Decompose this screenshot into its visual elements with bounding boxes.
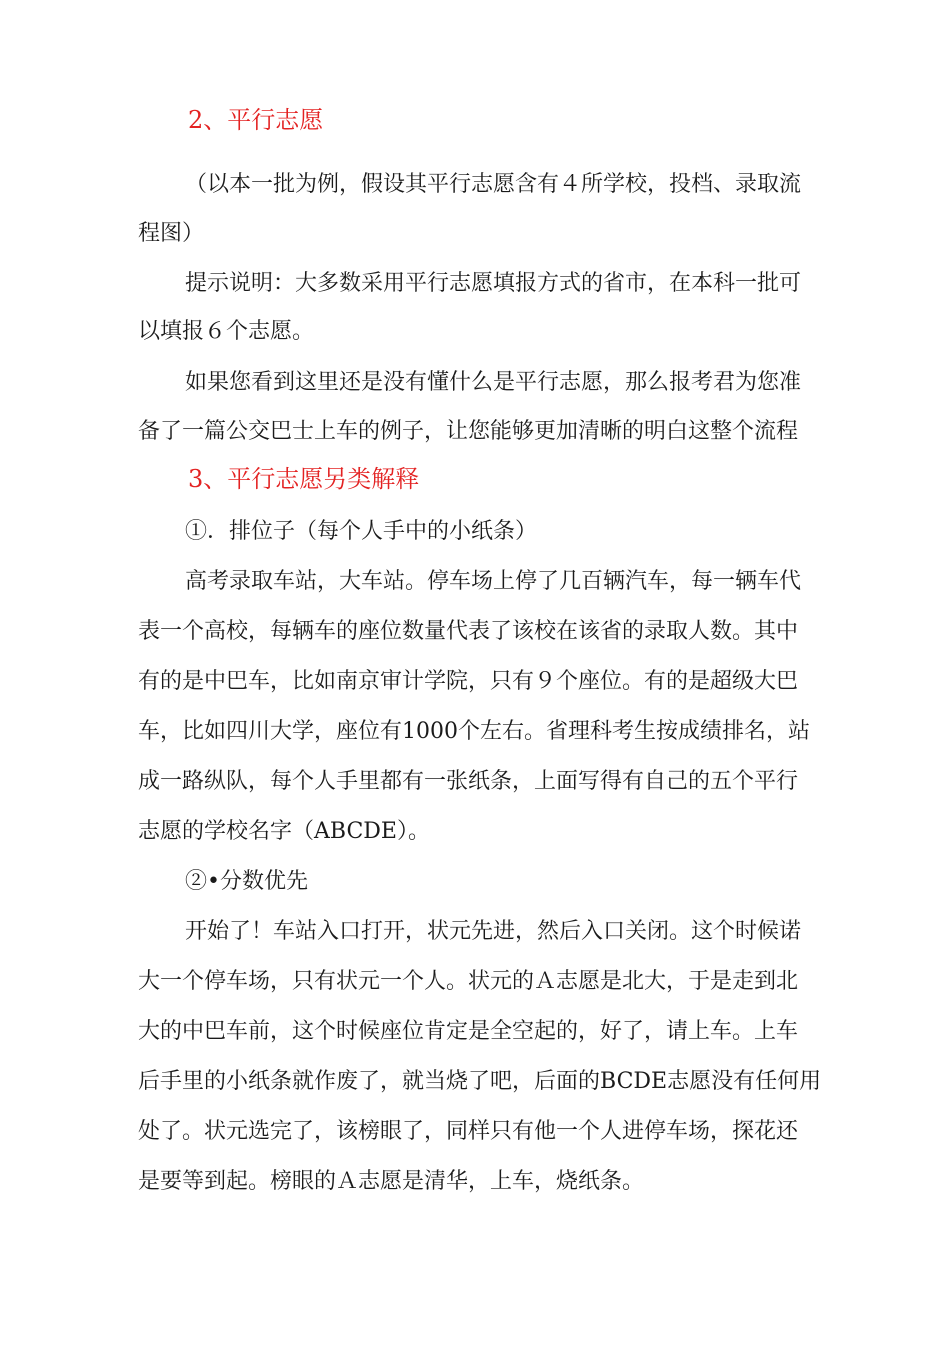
subheading-score-priority: ②•分数优先: [185, 869, 308, 894]
paragraph-start-line: 是要等到起。榜眼的Ａ志愿是清华，上车，烧纸条。: [138, 1169, 645, 1194]
section-heading-alt-explanation: 3、平行志愿另类解释: [188, 465, 420, 493]
paragraph-intro-line: 程图）: [138, 221, 205, 246]
paragraph-bus-line: 如果您看到这里还是没有懂什么是平行志愿，那么报考君为您准: [185, 370, 802, 395]
paragraph-intro-line: （以本一批为例，假设其平行志愿含有４所学校，投档、录取流: [185, 172, 802, 197]
paragraph-station-line: 有的是中巴车，比如南京审计学院，只有９个座位。有的是超级大巴: [138, 669, 799, 694]
paragraph-hint-line: 以填报６个志愿。: [138, 319, 315, 344]
paragraph-station-line: 高考录取车站，大车站。停车场上停了几百辆汽车，每一辆车代: [185, 569, 802, 594]
paragraph-station-line: 表一个高校，每辆车的座位数量代表了该校在该省的录取人数。其中: [138, 619, 799, 644]
paragraph-hint-line: 提示说明：大多数采用平行志愿填报方式的省市，在本科一批可: [185, 271, 802, 296]
paragraph-station-line: 志愿的学校名字（ABCDE）。: [138, 819, 430, 844]
paragraph-start-line: 处了。状元选完了，该榜眼了，同样只有他一个人进停车场，探花还: [138, 1119, 799, 1144]
paragraph-start-line: 大的中巴车前，这个时候座位肯定是全空起的，好了，请上车。上车: [138, 1019, 799, 1044]
paragraph-start-line: 大一个停车场，只有状元一个人。状元的Ａ志愿是北大，于是走到北: [138, 969, 799, 994]
paragraph-station-line: 成一路纵队，每个人手里都有一张纸条，上面写得有自己的五个平行: [138, 769, 799, 794]
section-heading-parallel-choice: 2、平行志愿: [188, 106, 324, 134]
paragraph-start-line: 后手里的小纸条就作废了，就当烧了吧，后面的BCDE志愿没有任何用: [138, 1069, 822, 1094]
paragraph-station-line: 车，比如四川大学，座位有1000个左右。省理科考生按成绩排名，站: [138, 719, 810, 744]
paragraph-bus-line: 备了一篇公交巴士上车的例子，让您能够更加清晰的明白这整个流程: [138, 419, 799, 444]
paragraph-start-line: 开始了！车站入口打开，状元先进，然后入口关闭。这个时候诺: [185, 919, 802, 944]
subheading-seating: ①．排位子（每个人手中的小纸条）: [185, 519, 538, 544]
